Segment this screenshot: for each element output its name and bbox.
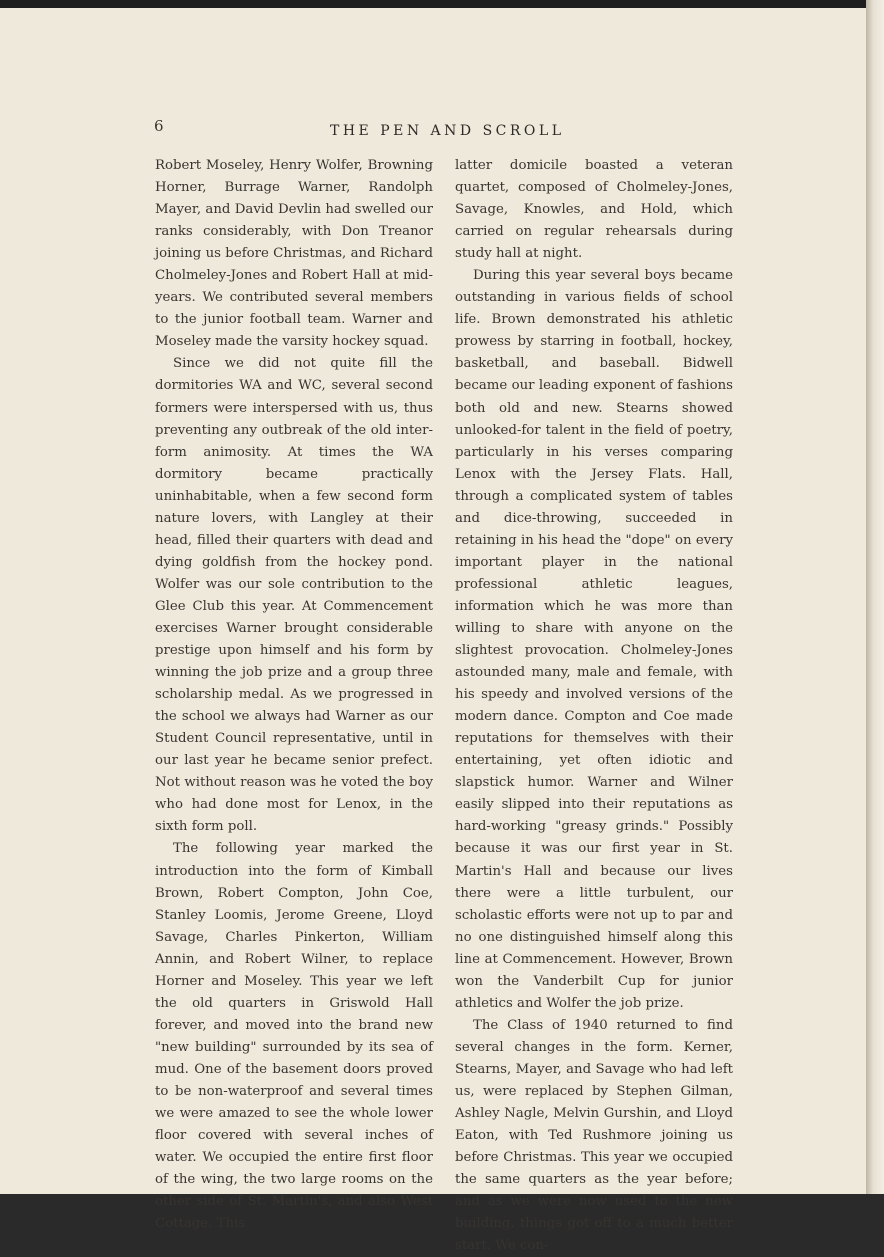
paragraph: During this year several boys became outstanding in various fields of school life. Brown demonstrated his athletic prowess by starring in football, hockey, basketball, and baseball. Bidwell became our leading exponent of fashions both old and new. Stearns showed unlooked-for talent in the field of poetry, particularly in his verses comparing Lenox with the Jersey Flats. Hall, through a complicated system of tables and dice-throwing, succeeded in retaining in his head the "dope" on every important player in the national professional athletic leagues, information which he was more than willing to share with anyone on the slightest provocation. Cholmeley-Jones astounded many, male and female, with his speedy and involved versions of the modern dance. Compton and Coe made reputations for themselves with their entertaining, yet often idiotic and slapstick humor. Warner and Wilner easily slipped into their reputations as hard-working "greasy grinds." Possibly because it was our first year in St. Martin's Hall and because our lives there were a little turbulent, our scholastic efforts were not up to par and no one distinguished himself along this line at Commencement. However, Brown won the Vanderbilt Cup for junior athletics and Wolfer the job prize. bbox=[455, 268, 733, 1011]
left-column bbox=[155, 155, 433, 1235]
page-binding-edge bbox=[866, 0, 884, 1194]
paragraph: Since we did not quite fill the dormitories WA and WC, several second formers were interspersed with us, thus preventing any outbreak of the old inter-form animosity. At times the WA dormitory became practically uninhabitable, when a few second form nature lovers, with Langley at their head, filled their quarters with dead and dying goldfish from the hockey pond. Wolfer was our sole contribution to the Glee Club this year. At Commencement exercises Warner brought considerable prestige upon himself and his form by winning the job prize and a group three scholarship medal. As we progressed in the school we always had Warner as our Student Council representative, until in our last year he became senior prefect. Not without reason was he voted the boy who had done most for Lenox, in the sixth form poll. bbox=[155, 356, 433, 835]
right-column bbox=[455, 155, 733, 1257]
page-number: 6 bbox=[154, 117, 164, 135]
paragraph: The Class of 1940 returned to find several changes in the form. Kerner, Stearns, Mayer, and Savage who had left us, were replaced by Stephen Gilman, Ashley Nagle, Melvin Gurshin, and Lloyd Eaton, with Ted Rushmore joining us before Christmas. This year we occupied the same quarters as the year before; and as we were now used to the new building, things got off to a much better start. We con- bbox=[455, 1017, 733, 1254]
scan-top-edge bbox=[0, 0, 884, 8]
paragraph: Robert Moseley, Henry Wolfer, Browning Horner, Burrage Warner, Randolph Mayer, and David Devlin had swelled our ranks considerably, with Don Treanor joining us before Christmas, and Richard Cholmeley-Jones and Robert Hall at mid-years. We contributed several members to the junior football team. Warner and Moseley made the varsity hockey squad. bbox=[155, 158, 433, 350]
running-head: THE PEN AND SCROLL bbox=[330, 123, 565, 139]
paragraph: The following year marked the introduction into the form of Kimball Brown, Robert Compton, John Coe, Stanley Loomis, Jerome Greene, Lloyd Savage, Charles Pinkerton, William Annin, and Robert Wilner, to replace Horner and Moseley. This year we left the old quarters in Griswold Hall forever, and moved into the brand new "new building" surrounded by its sea of mud. One of the basement doors proved to be non-waterproof and several times we were amazed to see the whole lower floor covered with several inches of water. We occupied the entire first floor of the wing, the two large rooms on the other side of St. Martin's, and also West Cottage. This bbox=[155, 841, 433, 1232]
document-page bbox=[0, 8, 866, 1254]
paragraph: latter domicile boasted a veteran quartet, composed of Cholmeley-Jones, Savage, Knowles, and Hold, which carried on regular rehearsals during study hall at night. bbox=[455, 158, 733, 262]
